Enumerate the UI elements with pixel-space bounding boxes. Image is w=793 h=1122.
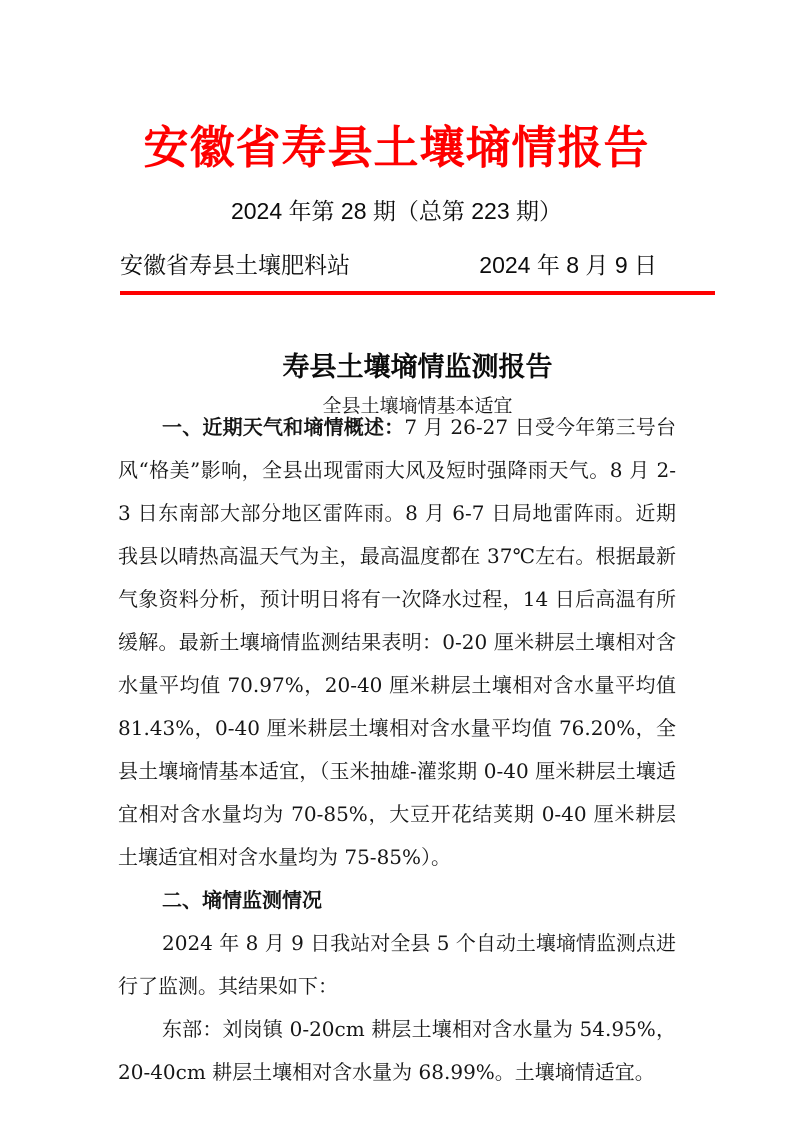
report-title: 寿县土壤墒情监测报告 <box>282 352 553 383</box>
publish-date: 2024 年 8 月 9 日 <box>479 252 657 278</box>
publisher-row <box>120 249 715 281</box>
report-body <box>118 406 676 1094</box>
section1-heading: 一、近期天气和墒情概述： <box>162 415 405 439</box>
section2-paragraph-1: 2024 年 8 月 9 日我站对全县 5 个自动土壤墒情监测点进行了监测。其结果如下： <box>118 931 676 998</box>
report-subtitle: 全县土壤墒情基本适宜 <box>322 395 513 417</box>
issue-number-line: 2024 年第 28 期（总第 223 期） <box>230 198 563 224</box>
bulletin-title: 安徽省寿县土壤墒情报告 <box>143 122 650 173</box>
section1-paragraph <box>118 406 676 879</box>
section2-heading: 二、墒情监测情况 <box>162 888 322 912</box>
section2-paragraph-2: 东部：刘岗镇 0-20cm 耕层土壤相对含水量为 54.95%，20-40cm 耕层土壤相对含水量为 68.99%。土壤墒情适宜。 <box>118 1017 676 1084</box>
section1-text: 7 月 26-27 日受今年第三号台风“格美”影响，全县出现雷雨大风及短时强降雨天气。8 月 2-3 日东南部大部分地区雷阵雨。8 月 6-7 日局地雷阵雨。近期我县以晴热高温天气为主，最高温度都在 37℃左右。根据最新气象资料分析，预计明日将有一次降水过程，14 日后高温有所缓解。最新土壤墒情监测结果表明：0-20 厘米耕层土壤相对含水量平均值 70.97%，20-40 厘米耕层土壤相对含水量平均值 81.43%，0-40 厘米耕层土壤相对含水量平均值 76.20%，全县土壤墒情基本适宜，（玉米抽雄-灌浆期 0-40 厘米耕层土壤适宜相对含水量均为 70-85%，大豆开花结荚期 0-40 厘米耕层土壤适宜相对含水量均为 75-85%）。 <box>118 415 677 869</box>
masthead-divider-rule <box>120 291 715 295</box>
publisher-name: 安徽省寿县土壤肥料站 <box>120 252 350 278</box>
